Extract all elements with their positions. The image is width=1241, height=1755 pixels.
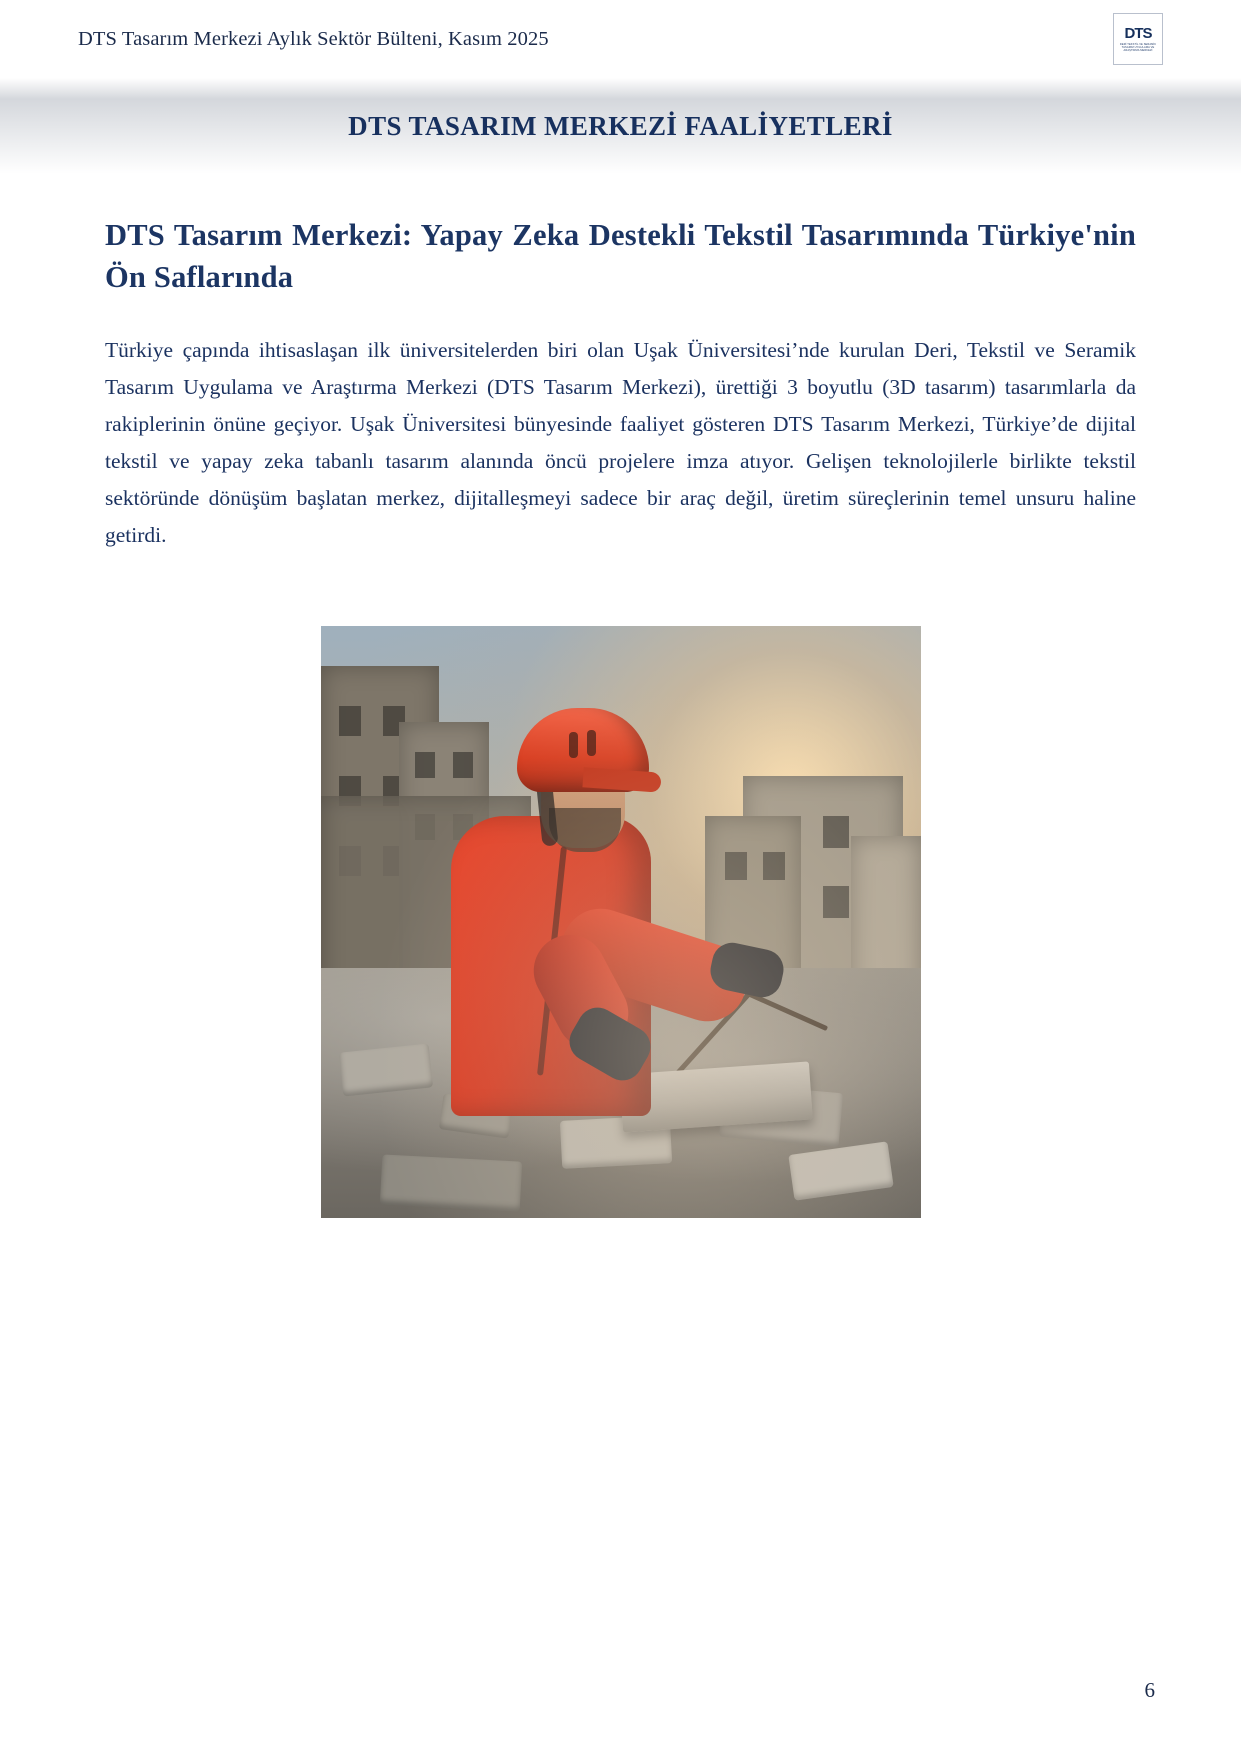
dts-logo bbox=[1113, 13, 1163, 65]
image-worker-beard bbox=[549, 808, 621, 852]
logo-mark-text: DTS bbox=[1124, 24, 1152, 42]
page-header bbox=[0, 0, 1241, 78]
logo-subtitle-text: DERİ TEKSTİL VE SERAMİK TASARIM UYGULAMA VE ARAŞTIRMA MERKEZİ bbox=[1119, 42, 1157, 53]
article-content bbox=[0, 174, 1241, 1218]
page-number: 6 bbox=[1144, 1678, 1155, 1702]
article-paragraph: Türkiye çapında ihtisaslaşan ilk üniversitelerden biri olan Uşak Üniversitesi’nde kurulan Deri, Tekstil ve Seramik Tasarım Uygulama ve Araştırma Merkezi (DTS Tasarım Merkezi), ürettiği 3 boyutlu (3D tasarım) tasarımlarla da rakiplerinin önüne geçiyor. Uşak Üniversitesi bünyesinde faaliyet gösteren DTS Tasarım Merkezi, Türkiye’de dijital tekstil ve yapay zeka tabanlı tasarım alanında öncü projelere imza atıyor. Gelişen teknolojilerle birlikte tekstil sektöründe dönüşüm başlatan merkez, dijitalleşmeyi sadece bir araç değil, üretim süreçlerinin temel unsuru haline getirdi. bbox=[105, 338, 1136, 547]
running-title: DTS Tasarım Merkezi Aylık Sektör Bülteni, Kasım 2025 bbox=[78, 27, 549, 50]
section-title-band bbox=[0, 78, 1241, 174]
figure-container bbox=[105, 626, 1136, 1218]
section-title: DTS TASARIM MERKEZİ FAALİYETLERİ bbox=[348, 110, 893, 141]
article-headline: DTS Tasarım Merkezi: Yapay Zeka Destekli Tekstil Tasarımında Türkiye'nin Ön Saflarında bbox=[105, 218, 1136, 295]
article-image bbox=[321, 626, 921, 1218]
